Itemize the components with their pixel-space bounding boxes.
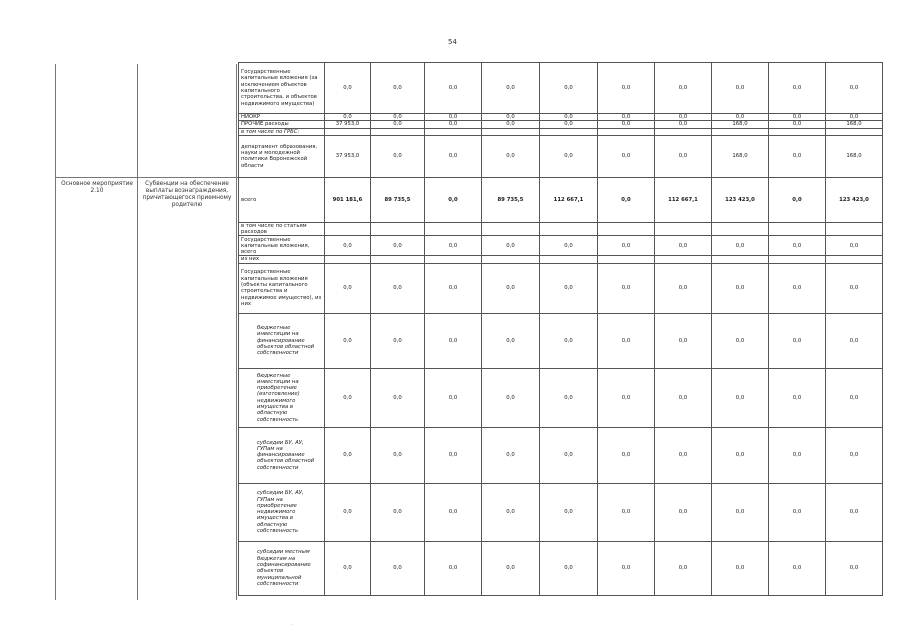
cell-value [712,128,769,135]
cell-value: 0,0 [482,236,540,256]
cell-value: 0,0 [826,236,883,256]
cell-value: 0,0 [598,177,655,222]
section-divider-line [55,177,238,178]
cell-value [482,128,540,135]
cell-value [425,222,482,236]
cell-value: 0,0 [769,63,826,114]
cell-value: 37 953,0 [325,135,371,177]
measure-name: Субвенции на обеспечение выплаты вознаграждения, причитающегося приемному родителю [142,181,232,208]
budget-table [238,62,883,596]
cell-value: 112 667,1 [655,177,712,222]
cell-value [371,128,425,135]
cell-value: 0,0 [425,483,482,541]
cell-value: 0,0 [425,177,482,222]
cell-value: 0,0 [482,135,540,177]
cell-value: 0,0 [655,263,712,313]
row-label: из них [239,256,325,263]
cell-value: 0,0 [769,236,826,256]
cell-value: 0,0 [769,121,826,128]
cell-value: 0,0 [598,135,655,177]
table-row [239,541,883,595]
cell-value [540,222,598,236]
cell-value: 0,0 [655,236,712,256]
cell-value: 0,0 [826,114,883,121]
table-row [239,121,883,128]
column-divider-line [137,64,138,600]
cell-value [826,256,883,263]
cell-value [425,128,482,135]
cell-value: 0,0 [371,121,425,128]
row-label: ПРОЧИЕ расходы [239,121,325,128]
cell-value [325,256,371,263]
cell-value: 0,0 [425,236,482,256]
cell-value: 0,0 [712,263,769,313]
cell-value: 0,0 [425,121,482,128]
cell-value: 0,0 [325,63,371,114]
cell-value: 168,0 [826,121,883,128]
cell-value: 0,0 [482,263,540,313]
cell-value: 0,0 [371,427,425,483]
cell-value: 0,0 [598,263,655,313]
cell-value: 0,0 [482,427,540,483]
table-row [239,63,883,114]
cell-value: 0,0 [598,427,655,483]
cell-value: 0,0 [769,368,826,427]
table-row [239,256,883,263]
cell-value: 0,0 [540,427,598,483]
cell-value: 0,0 [655,368,712,427]
cell-value [826,222,883,236]
cell-value: 0,0 [540,313,598,368]
cell-value: 0,0 [371,483,425,541]
cell-value [482,256,540,263]
cell-value [655,256,712,263]
cell-value: 0,0 [425,313,482,368]
cell-value: 0,0 [598,313,655,368]
row-label: субсидии БУ, АУ, ГУПам на приобретение недвижимого имущества в областную собственность [239,483,325,541]
cell-value: 0,0 [598,483,655,541]
cell-value: 0,0 [712,313,769,368]
cell-value: 0,0 [598,114,655,121]
cell-value: 0,0 [655,313,712,368]
cell-value: 0,0 [826,483,883,541]
cell-value: 123 423,0 [826,177,883,222]
cell-value: 0,0 [540,135,598,177]
cell-value [769,256,826,263]
cell-value: 0,0 [826,427,883,483]
cell-value: 0,0 [598,236,655,256]
cell-value: 112 667,1 [540,177,598,222]
cell-value: 0,0 [712,427,769,483]
cell-value [598,222,655,236]
row-label: субсидии БУ, АУ, ГУПам на финансирование объектов областной собственности [239,427,325,483]
cell-value: 0,0 [769,541,826,595]
cell-value: 0,0 [482,121,540,128]
cell-value: 0,0 [655,541,712,595]
cell-value: 0,0 [598,63,655,114]
cell-value [425,256,482,263]
scan-mark: · [292,622,294,628]
cell-value: 0,0 [482,368,540,427]
row-label: НИОКР [239,114,325,121]
table-row [239,128,883,135]
cell-value: 0,0 [769,427,826,483]
cell-value [540,128,598,135]
cell-value: 0,0 [325,483,371,541]
cell-value: 0,0 [826,313,883,368]
measure-label: Основное мероприятие 2.10 [61,181,133,194]
cell-value: 0,0 [482,63,540,114]
table-row [239,313,883,368]
cell-value [540,256,598,263]
table-row [239,177,883,222]
row-label: всего [239,177,325,222]
cell-value: 0,0 [425,135,482,177]
column-divider-line [236,64,237,600]
cell-value: 0,0 [655,114,712,121]
cell-value [598,128,655,135]
cell-value [325,128,371,135]
cell-value: 168,0 [712,121,769,128]
cell-value: 0,0 [325,114,371,121]
cell-value: 0,0 [712,483,769,541]
cell-value: 0,0 [769,114,826,121]
table-row [239,135,883,177]
page-number: 54 [448,38,457,46]
cell-value [769,128,826,135]
cell-value [371,256,425,263]
cell-value: 0,0 [325,263,371,313]
left-border-line [55,64,56,600]
cell-value: 0,0 [769,263,826,313]
cell-value: 0,0 [425,114,482,121]
cell-value: 0,0 [425,368,482,427]
cell-value: 0,0 [540,263,598,313]
cell-value: 168,0 [712,135,769,177]
cell-value: 0,0 [826,63,883,114]
row-label: бюджетные инвестиции на приобретение (изготовление) недвижимого имущества в областную собственность [239,368,325,427]
cell-value [598,256,655,263]
cell-value: 0,0 [371,263,425,313]
cell-value: 89 735,5 [371,177,425,222]
row-label: Государственные капитальные вложения, всего [239,236,325,256]
table-row [239,114,883,121]
table-row [239,263,883,313]
cell-value: 0,0 [540,368,598,427]
cell-value: 89 735,5 [482,177,540,222]
cell-value: 0,0 [371,63,425,114]
cell-value: 0,0 [712,368,769,427]
cell-value: 0,0 [598,121,655,128]
table-row [239,222,883,236]
cell-value: 37 953,0 [325,121,371,128]
row-label: субсидии местным бюджетам на софинансирование объектов муниципальной собственности [239,541,325,595]
table-row [239,236,883,256]
cell-value: 0,0 [325,236,371,256]
cell-value: 0,0 [712,114,769,121]
cell-value: 0,0 [325,368,371,427]
cell-value: 901 181,6 [325,177,371,222]
cell-value [655,128,712,135]
cell-value [371,222,425,236]
cell-value: 0,0 [325,427,371,483]
cell-value: 0,0 [655,483,712,541]
row-label: Государственные капитальные вложения (объекты капитального строительства и недвижимое имущество), из них [239,263,325,313]
cell-value: 0,0 [769,135,826,177]
cell-value: 0,0 [482,541,540,595]
cell-value: 0,0 [425,541,482,595]
cell-value: 0,0 [769,313,826,368]
cell-value [482,222,540,236]
cell-value: 0,0 [712,236,769,256]
row-label: в том числе по ГРБС: [239,128,325,135]
cell-value: 0,0 [325,541,371,595]
cell-value: 0,0 [655,135,712,177]
cell-value: 0,0 [712,541,769,595]
cell-value: 0,0 [540,114,598,121]
cell-value: 0,0 [425,427,482,483]
cell-value: 0,0 [826,541,883,595]
cell-value: 0,0 [482,114,540,121]
cell-value: 0,0 [482,483,540,541]
table-row [239,368,883,427]
cell-value: 0,0 [540,121,598,128]
cell-value: 0,0 [482,313,540,368]
cell-value: 0,0 [371,236,425,256]
cell-value [712,222,769,236]
cell-value: 0,0 [371,368,425,427]
cell-value: 0,0 [655,427,712,483]
cell-value: 0,0 [826,368,883,427]
cell-value: 0,0 [371,135,425,177]
cell-value: 168,0 [826,135,883,177]
table-row [239,483,883,541]
cell-value: 0,0 [655,121,712,128]
cell-value: 0,0 [769,483,826,541]
row-label: в том числе по статьям расходов [239,222,325,236]
cell-value: 0,0 [540,236,598,256]
cell-value: 0,0 [655,63,712,114]
row-label: департамент образования, науки и молодежной политики Воронежской области [239,135,325,177]
cell-value: 0,0 [540,483,598,541]
row-label: бюджетные инвестиции на финансирование объектов областной собственности [239,313,325,368]
cell-value: 0,0 [425,63,482,114]
cell-value: 0,0 [540,63,598,114]
cell-value [325,222,371,236]
cell-value: 0,0 [826,263,883,313]
cell-value: 0,0 [371,541,425,595]
table-row [239,427,883,483]
cell-value [826,128,883,135]
cell-value: 123 423,0 [712,177,769,222]
cell-value [655,222,712,236]
cell-value: 0,0 [325,313,371,368]
row-label: Государственные капитальные вложения (за исключением объектов капитального строительства, и объектов недвижимого имущества) [239,63,325,114]
cell-value [769,222,826,236]
cell-value: 0,0 [598,541,655,595]
cell-value: 0,0 [540,541,598,595]
cell-value [712,256,769,263]
cell-value: 0,0 [371,313,425,368]
cell-value: 0,0 [425,263,482,313]
cell-value: 0,0 [371,114,425,121]
cell-value: 0,0 [712,63,769,114]
cell-value: 0,0 [769,177,826,222]
cell-value: 0,0 [598,368,655,427]
